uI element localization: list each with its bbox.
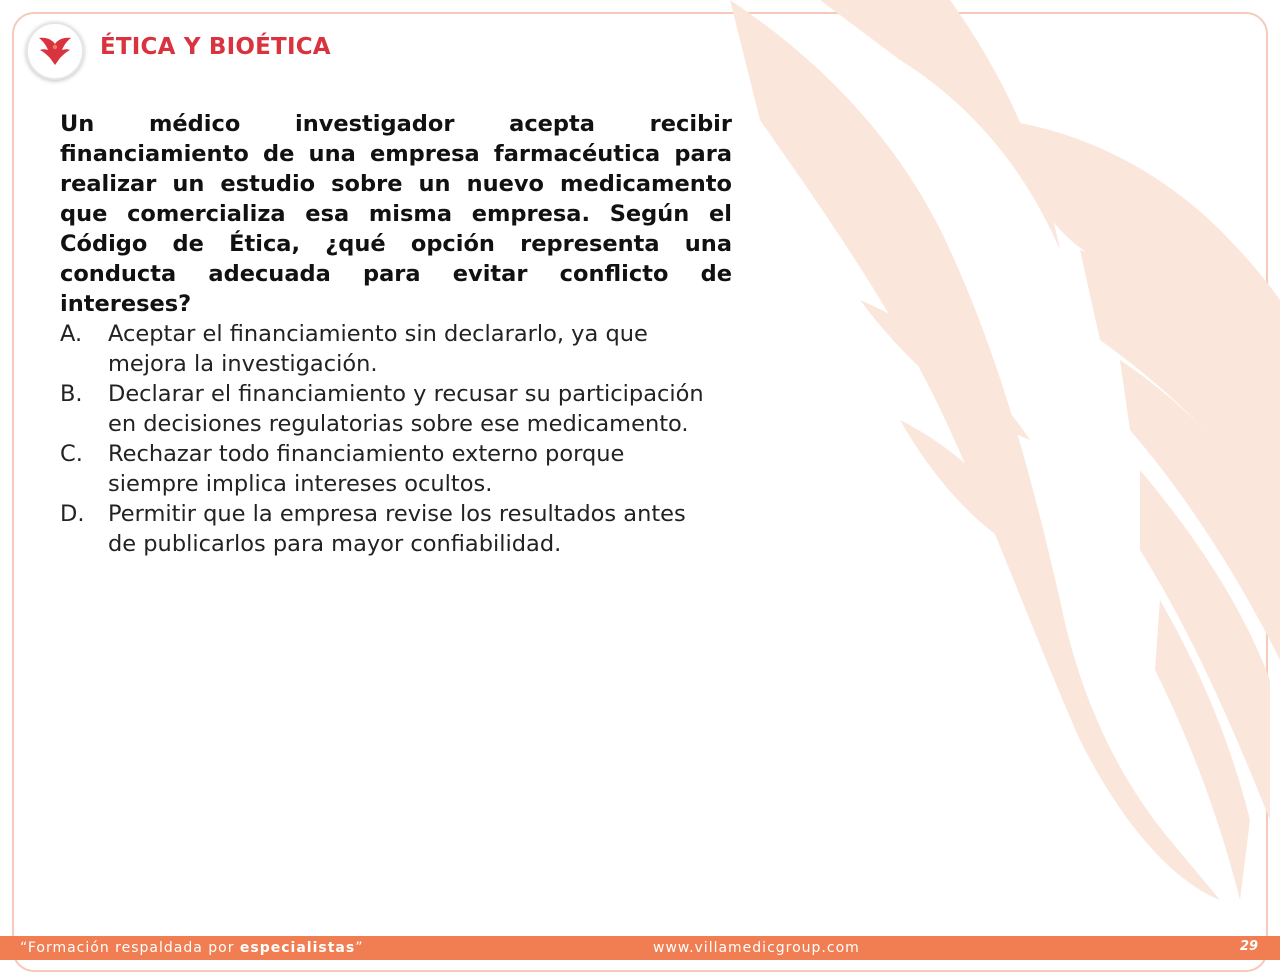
slogan-bold: especialistas: [239, 940, 356, 956]
footer-bar: [0, 936, 1280, 960]
option-text: Aceptar el financiamiento sin declararlo, ya que mejora la investigación.: [108, 321, 648, 377]
option-b: [60, 379, 732, 439]
footer-slogan: [20, 940, 363, 956]
option-c: [60, 439, 732, 499]
option-letter: A.: [60, 321, 83, 347]
page-title: ÉTICA Y BIOÉTICA: [100, 34, 331, 60]
page-number: 29: [1240, 939, 1259, 954]
option-text: Declarar el financiamiento y recusar su participación en decisiones regulatorias sobre ese medicamento.: [108, 381, 704, 437]
phoenix-watermark-icon: [700, 0, 1280, 935]
website-link[interactable]: www.villamedicgroup.com: [653, 940, 860, 956]
options-list: [60, 319, 732, 559]
option-text: Rechazar todo financiamiento externo porque siempre implica intereses ocultos.: [108, 441, 625, 497]
option-d: [60, 499, 732, 559]
option-letter: C.: [60, 441, 83, 467]
option-letter: B.: [60, 381, 83, 407]
option-a: [60, 319, 732, 379]
question-block: [60, 109, 732, 559]
slogan-prefix: “Formación respaldada por: [20, 940, 240, 956]
question-text: Un médico investigador acepta recibir financiamiento de una empresa farmacéutica para realizar un estudio sobre un nuevo medicamento que comercializa esa misma empresa. Según el Código de Ética, ¿qué opción representa una conducta adecuada para evitar conflicto de intereses?: [60, 111, 732, 317]
phoenix-logo-icon: [37, 36, 73, 66]
slogan-suffix: ”: [355, 940, 364, 956]
option-text: Permitir que la empresa revise los resultados antes de publicarlos para mayor confiabilidad.: [108, 501, 686, 557]
brand-logo: [26, 22, 84, 80]
option-letter: D.: [60, 501, 85, 527]
